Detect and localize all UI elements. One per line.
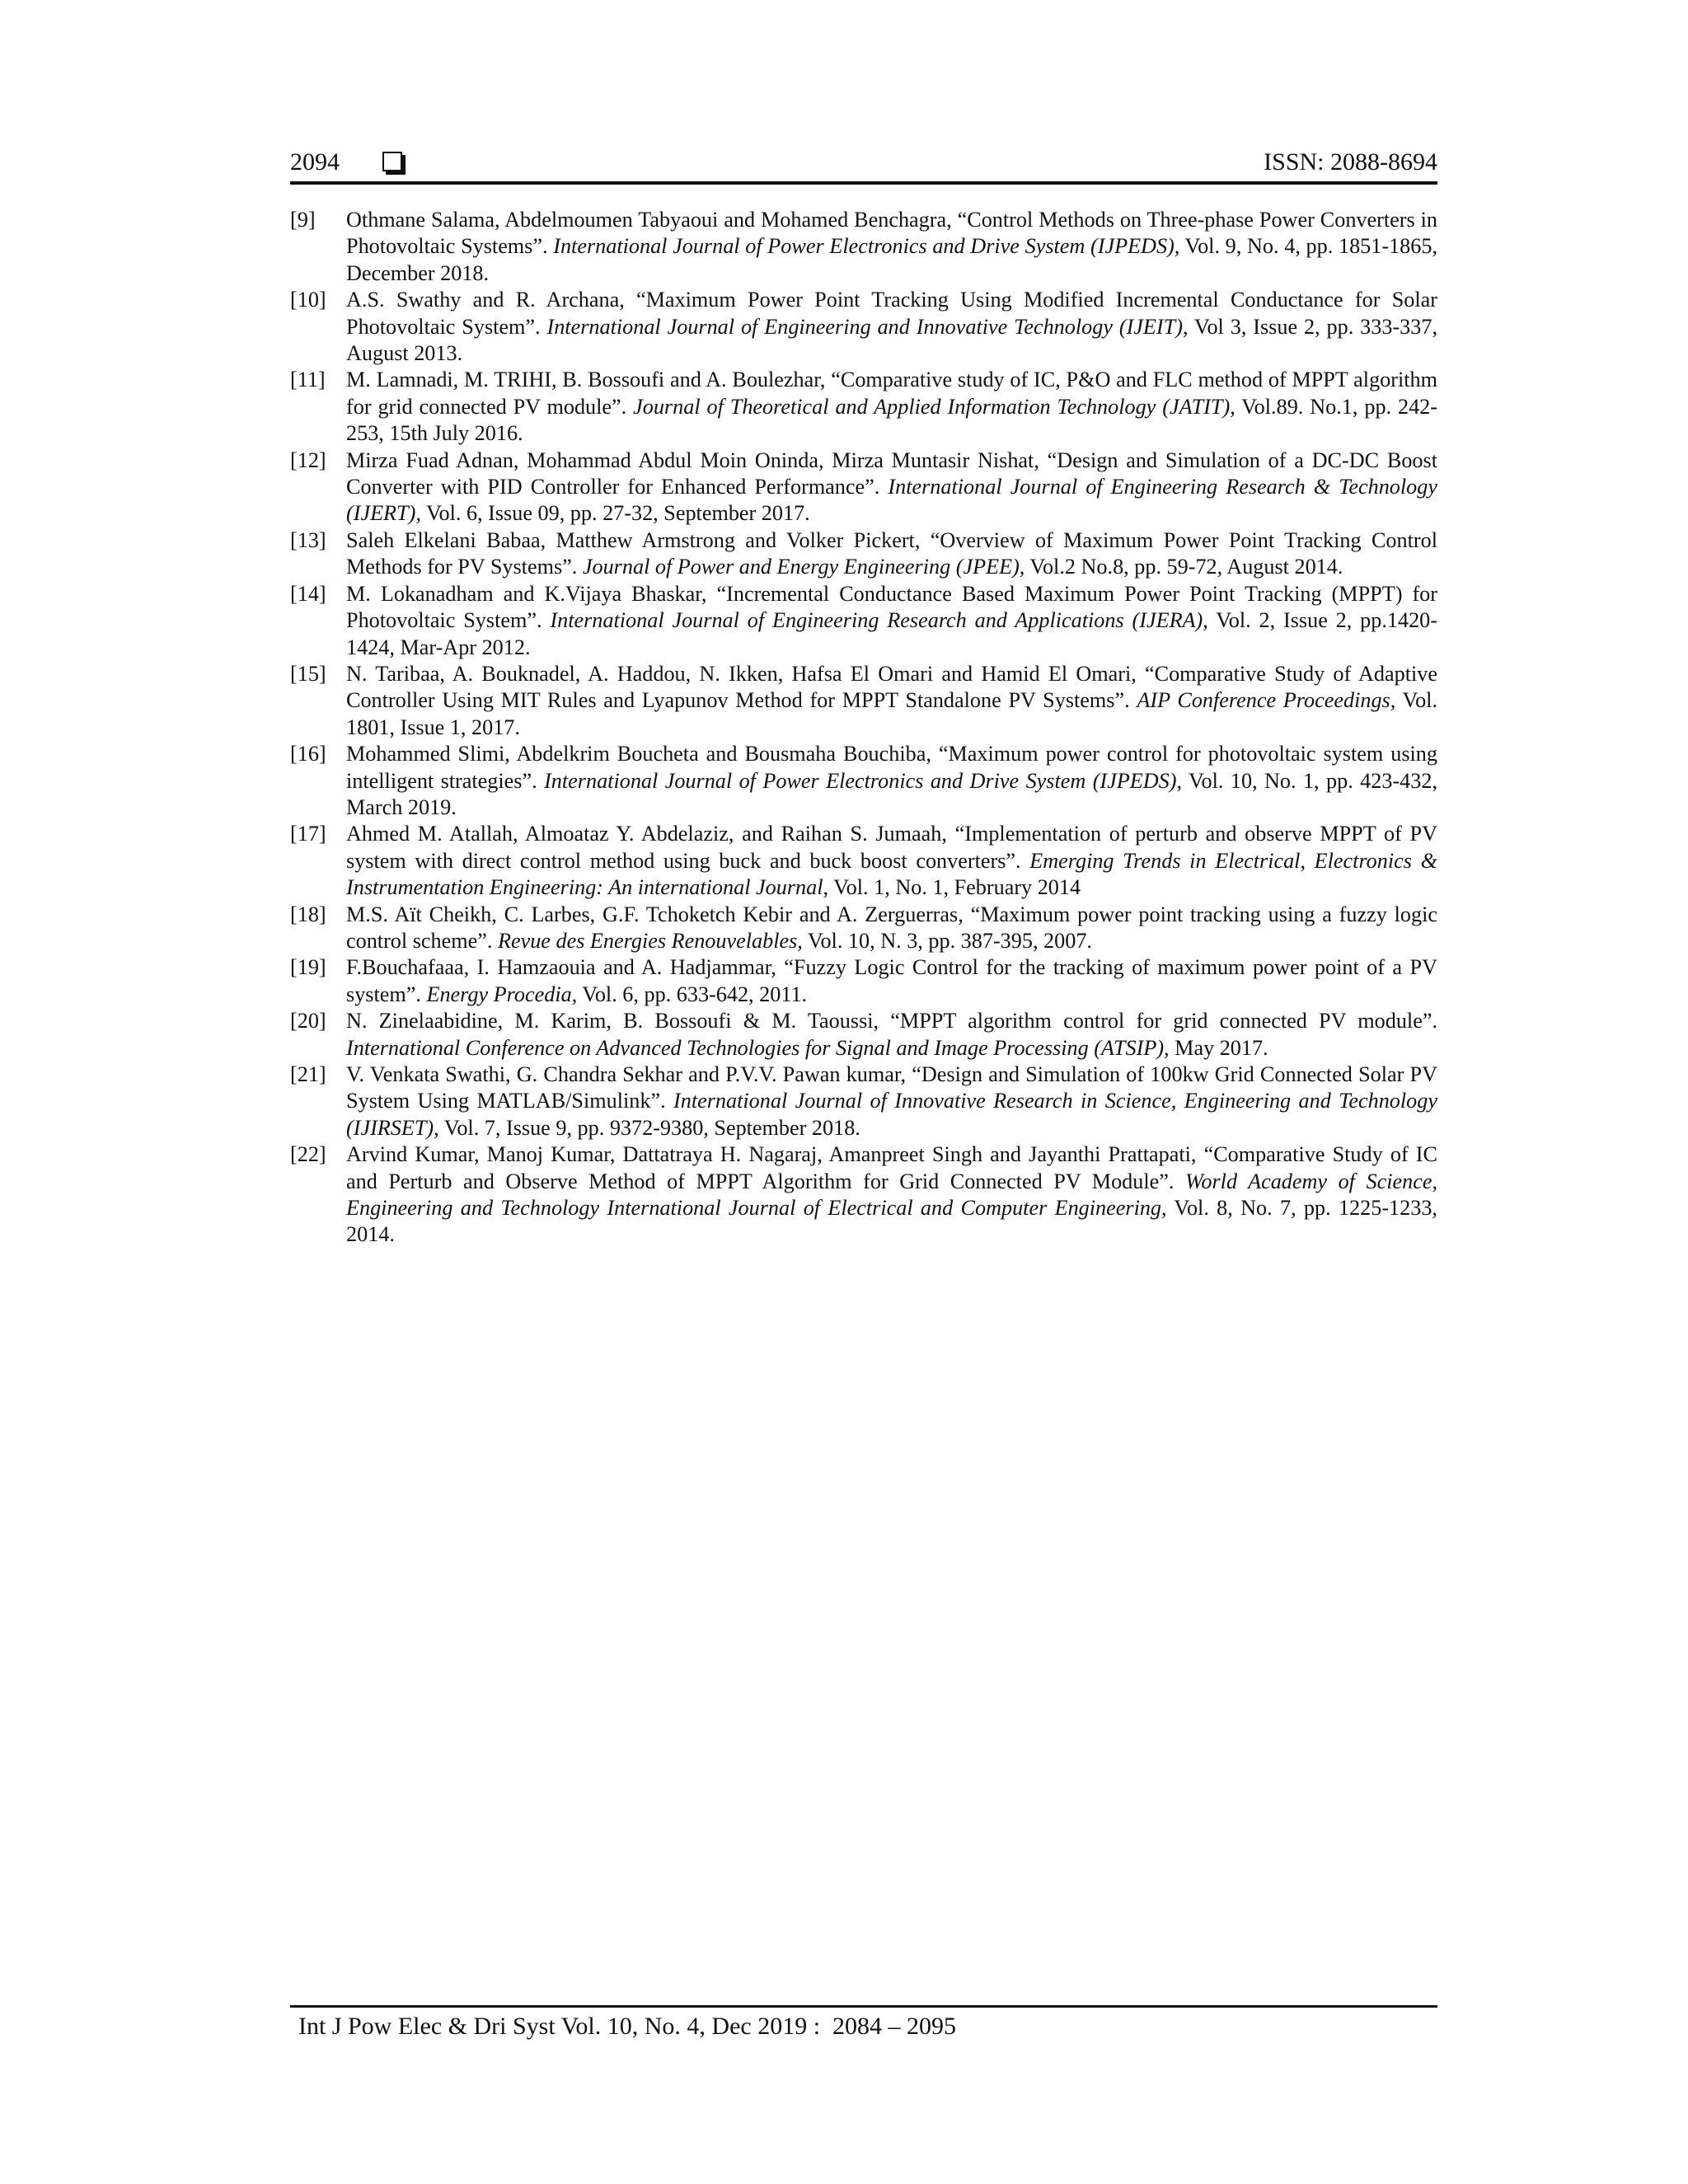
reference-number: [11] [290, 368, 326, 392]
reference-number: [9] [290, 208, 316, 232]
reference-item [290, 1062, 1437, 1141]
page-footer-citation: Int J Pow Elec & Dri Syst Vol. 10, No. 4, Dec 2019 : 2084 – 2095 [298, 2013, 957, 2040]
header-rule [290, 181, 1437, 185]
reference-authors-title: N. Taribaa, A. Bouknadel, A. Haddou, N. Ikken, Hafsa El Omari and Hamid El Omari, “Comparative Study of Adaptive Controller Using MIT Rules and Lyapunov Method for MPPT Standalone PV Systems”. [346, 661, 1437, 713]
reference-authors-title: M. Lokanadham and K.Vijaya Bhaskar, “Incremental Conductance Based Maximum Power Point Tracking (MPPT) for Photovoltaic System”. [346, 581, 1437, 633]
reference-number: [18] [290, 902, 326, 926]
reference-authors-title: A.S. Swathy and R. Archana, “Maximum Power Point Tracking Using Modified Incremental Conductance for Solar Photovoltaic System”. [346, 288, 1437, 339]
reference-number: [10] [290, 288, 326, 312]
reference-number: [14] [290, 581, 326, 606]
reference-item [290, 581, 1437, 661]
reference-authors-title: Othmane Salama, Abdelmoumen Tabyaoui and Mohamed Benchagra, “Control Methods on Three-phase Power Converters in Photovoltaic Systems”. [346, 208, 1437, 259]
reference-number: [19] [290, 955, 326, 980]
reference-journal: World Academy of Science, Engineering and Technology International Journal of Electrical and Computer Engineering, [346, 1169, 1437, 1221]
reference-details: Vol. 8, No. 7, pp. 1225-1233, 2014. [346, 1196, 1437, 1247]
reference-journal: Journal of Power and Energy Engineering (JPEE), [582, 555, 1025, 579]
reference-details: Vol. 10, No. 1, pp. 423-432, March 2019. [346, 768, 1437, 819]
reference-number: [20] [290, 1009, 326, 1033]
reference-details: Vol.89. No.1, pp. 242-253, 15th July 2016. [346, 394, 1437, 446]
reference-authors-title: F.Bouchafaaa, I. Hamzaouia and A. Hadjammar, “Fuzzy Logic Control for the tracking of maximum power point of a PV system”. [346, 955, 1437, 1006]
reference-details: Vol. 6, Issue 09, pp. 27-32, September 2017. [420, 501, 810, 526]
reference-journal: International Conference on Advanced Technologies for Signal and Image Processing (ATSIP), [346, 1035, 1170, 1060]
reference-number: [16] [290, 742, 326, 766]
reference-item [290, 661, 1437, 741]
reference-number: [15] [290, 661, 326, 686]
reference-item [290, 821, 1437, 901]
reference-journal: International Journal of Power Electronics and Drive System (IJPEDS), [553, 234, 1180, 259]
reference-item [290, 207, 1437, 287]
reference-authors-title: Saleh Elkelani Babaa, Matthew Armstrong and Volker Pickert, “Overview of Maximum Power Point Tracking Control Methods for PV Systems”. [346, 527, 1437, 579]
reference-authors-title: V. Venkata Swathi, G. Chandra Sekhar and P.V.V. Pawan kumar, “Design and Simulation of 100kw Grid Connected Solar PV System Using MATLAB/Simulink”. [346, 1062, 1437, 1113]
reference-journal: Revue des Energies Renouvelables, [497, 928, 803, 953]
reference-number: [17] [290, 822, 326, 846]
square-bullet-icon [382, 152, 402, 171]
page-number: 2094 [290, 148, 340, 176]
reference-authors-title: Arvind Kumar, Manoj Kumar, Dattatraya H. Nagaraj, Amanpreet Singh and Jayanthi Prattapati, “Comparative Study of IC and Perturb and Observe Method of MPPT Algorithm for Grid Connected PV Module”. [346, 1142, 1437, 1193]
reference-journal: International Journal of Innovative Research in Science, Engineering and Technology (IJIRSET), [346, 1089, 1437, 1140]
reference-authors-title: N. Zinelaabidine, M. Karim, B. Bossoufi & M. Taoussi, “MPPT algorithm control for grid connected PV module”. [346, 1009, 1437, 1033]
reference-number: [12] [290, 448, 326, 472]
reference-number: [22] [290, 1142, 326, 1167]
reference-journal: International Journal of Power Electronics and Drive System (IJPEDS), [544, 768, 1183, 793]
reference-journal: Emerging Trends in Electrical, Electronics & Instrumentation Engineering: An international Journal [346, 848, 1437, 900]
issn-label: ISSN: 2088-8694 [1264, 148, 1437, 176]
reference-journal: International Journal of Engineering Research & Technology (IJERT), [346, 475, 1437, 526]
reference-item [290, 902, 1437, 955]
footer-rule [290, 2005, 1437, 2008]
reference-journal: International Journal of Engineering and Innovative Technology (IJEIT) [546, 314, 1183, 339]
reference-details: , Vol 3, Issue 2, pp. 333-337, August 2013. [346, 314, 1437, 366]
reference-journal: Journal of Theoretical and Applied Information Technology (JATIT), [633, 394, 1236, 419]
reference-authors-title: Mirza Fuad Adnan, Mohammad Abdul Moin Oninda, Mirza Muntasir Nishat, “Design and Simulation of a DC-DC Boost Converter with PID Controller for Enhanced Performance”. [346, 448, 1437, 499]
reference-details: Vol. 6, pp. 633-642, 2011. [577, 982, 808, 1006]
reference-item [290, 527, 1437, 581]
reference-number: [21] [290, 1062, 326, 1086]
reference-details: Vol. 7, Issue 9, pp. 9372-9380, September 2018. [438, 1115, 860, 1140]
reference-authors-title: M. Lamnadi, M. TRIHI, B. Bossoufi and A. Boulezhar, “Comparative study of IC, P&O and FLC method of MPPT algorithm for grid connected PV module”. [346, 368, 1437, 419]
reference-item [290, 741, 1437, 821]
reference-item [290, 367, 1437, 447]
reference-details: Vol. 10, N. 3, pp. 387-395, 2007. [802, 928, 1092, 953]
reference-authors-title: M.S. Aït Cheikh, C. Larbes, G.F. Tchoketch Kebir and A. Zerguerras, “Maximum power point tracking using a fuzzy logic control scheme”. [346, 902, 1437, 953]
reference-journal: Energy Procedia, [426, 982, 578, 1006]
reference-number: [13] [290, 527, 326, 552]
reference-list [290, 207, 1437, 1249]
reference-authors-title: Ahmed M. Atallah, Almoataz Y. Abdelaziz, and Raihan S. Jumaah, “Implementation of perturb and observe MPPT of PV system with direct control method using buck and buck boost converters”. [346, 822, 1437, 873]
reference-item [290, 287, 1437, 367]
page-header [290, 143, 1437, 181]
reference-authors-title: Mohammed Slimi, Abdelkrim Boucheta and Bousmaha Bouchiba, “Maximum power control for photovoltaic system using intelligent strategies”. [346, 742, 1437, 793]
reference-item [290, 1008, 1437, 1062]
reference-details: Vol. 9, No. 4, pp. 1851-1865, December 2018. [346, 234, 1437, 285]
reference-item [290, 954, 1437, 1008]
reference-details: May 2017. [1169, 1035, 1268, 1060]
reference-journal: AIP Conference Proceedings, [1137, 688, 1396, 713]
reference-details: Vol.2 No.8, pp. 59-72, August 2014. [1025, 555, 1343, 579]
reference-item [290, 1141, 1437, 1249]
reference-details: Vol. 1801, Issue 1, 2017. [346, 688, 1437, 739]
reference-details: , Vol. 2, Issue 2, pp.1420-1424, Mar-Apr 2012. [346, 608, 1438, 659]
reference-item [290, 448, 1437, 527]
reference-details: , Vol. 1, No. 1, February 2014 [823, 875, 1081, 900]
reference-journal: International Journal of Engineering Research and Applications (IJERA) [550, 608, 1203, 633]
